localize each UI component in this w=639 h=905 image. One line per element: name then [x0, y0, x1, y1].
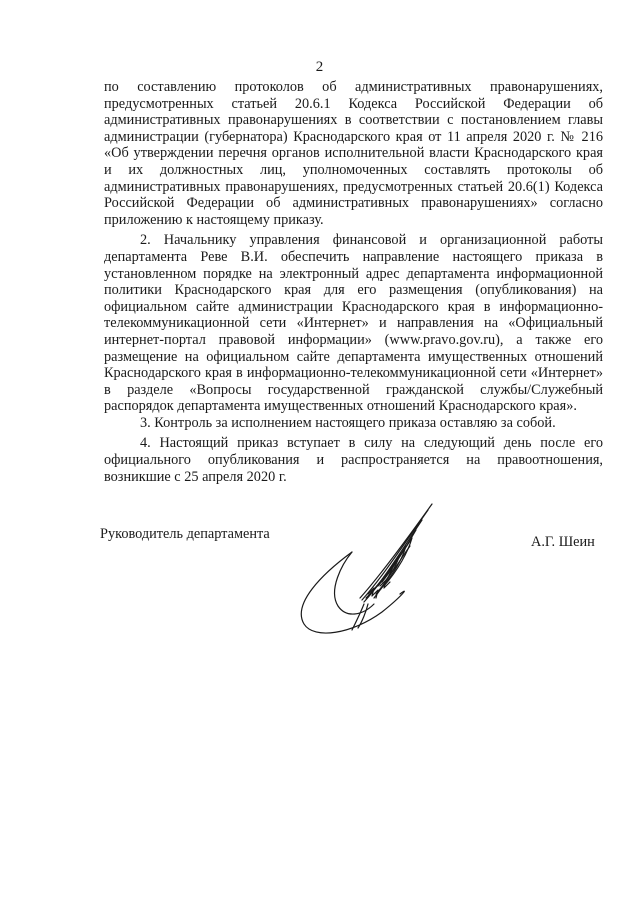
- signatory-role: Руководитель департамента: [100, 526, 270, 542]
- paragraph-4: 4. Настоящий приказ вступает в силу на следующий день после его официального опубликования и распространяется на правоотношения, возникшие с 25 апреля 2020 г.: [104, 435, 603, 485]
- paragraph-3: 3. Контроль за исполнением настоящего приказа оставляю за собой.: [140, 414, 556, 431]
- page-number: 2: [315, 59, 324, 75]
- paragraph-2: 2. Начальнику управления финансовой и организационной работы департамента Реве В.И. обеспечить направление настоящего приказа в установленном порядке на электронный адрес департамента информационной политики Краснодарского края для его размещения (опубликования) на официальном сайте администрации Краснодарского края в информационно-телекоммуникационной сети «Интернет» и направления на «Официальный интернет-портал правовой информации» (www.pravo.gov.ru), а также его размещение на официальном сайте департамента имущественных отношений Краснодарского края в информационно-телекоммуникационной сети «Интернет» в разделе «Вопросы государственной гражданской службы/Служебный распорядок департамента имущественных отношений Краснодарского края».: [104, 232, 603, 415]
- document-body: [104, 79, 603, 485]
- signatory-name: А.Г. Шеин: [531, 534, 595, 550]
- paragraph-1-continuation: по составлению протоколов об административных правонарушениях, предусмотренных статьей 20.6.1 Кодекса Российской Федерации об административных правонарушениях в соответствии с постановлением главы администрации (губернатора) Краснодарского края от 11 апреля 2020 г. № 216 «Об утверждении перечня органов исполнительной власти Краснодарского края и их должностных лиц, уполномоченных составлять протоколы об административных правонарушениях, предусмотренных статьей 20.6(1) Кодекса Российской Федерации об административных правонарушениях» согласно приложению к настоящему приказу.: [104, 79, 603, 228]
- handwritten-signature: [282, 494, 462, 644]
